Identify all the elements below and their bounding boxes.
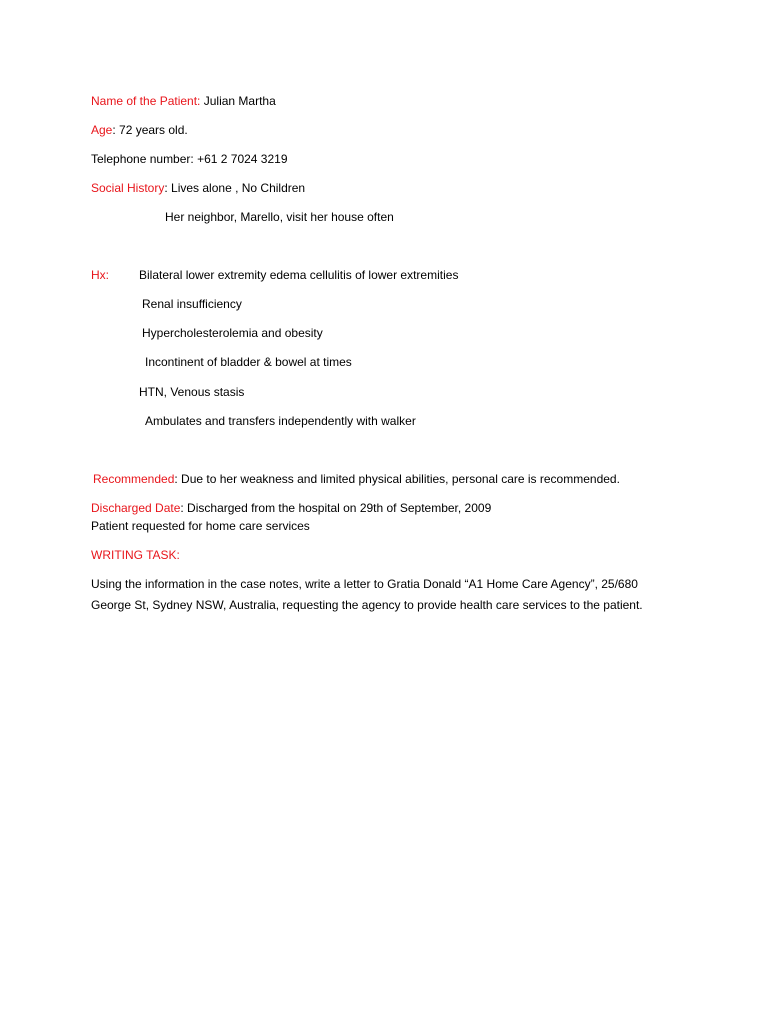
recommended-value: : Due to her weakness and limited physical abilities, personal care is recommended.: [174, 472, 620, 486]
social-history-label: Social History: [91, 181, 165, 195]
writing-task-line-1: Using the information in the case notes, write a letter to Gratia Donald “A1 Home Care Agency”, 25/680: [91, 577, 638, 591]
hx-item: Ambulates and transfers independently with walker: [145, 414, 416, 428]
hx-item: Renal insufficiency: [142, 297, 242, 311]
patient-name-value: Julian Martha: [200, 94, 276, 108]
age-label: Age: [91, 123, 113, 137]
hx-item: Hypercholesterolemia and obesity: [142, 326, 323, 340]
writing-task-label: WRITING TASK:: [91, 548, 180, 562]
writing-task-line-2: George St, Sydney NSW, Australia, requesting the agency to provide health care services to the patient.: [91, 598, 643, 612]
recommended-label: Recommended: [93, 472, 175, 486]
social-history-line: [91, 180, 305, 196]
discharged-line-2: Patient requested for home care services: [91, 519, 310, 533]
patient-name-label: Name of the Patient:: [91, 94, 201, 108]
hx-label: Hx:: [91, 268, 109, 282]
telephone-line: Telephone number: +61 2 7024 3219: [91, 152, 288, 166]
age-value: : 72 years old.: [112, 123, 188, 137]
patient-name-line: [91, 93, 276, 109]
recommended-line: [93, 471, 620, 487]
social-history-value: : Lives alone , No Children: [164, 181, 306, 195]
hx-item: Bilateral lower extremity edema cellulitis of lower extremities: [139, 268, 459, 282]
age-line: [91, 122, 188, 138]
discharged-label: Discharged Date: [91, 501, 181, 515]
discharged-value: : Discharged from the hospital on 29th of September, 2009: [180, 501, 492, 515]
social-history-line-2: Her neighbor, Marello, visit her house often: [165, 210, 394, 224]
hx-item: Incontinent of bladder & bowel at times: [145, 355, 352, 369]
hx-item: HTN, Venous stasis: [139, 385, 245, 399]
discharged-line: [91, 500, 491, 516]
